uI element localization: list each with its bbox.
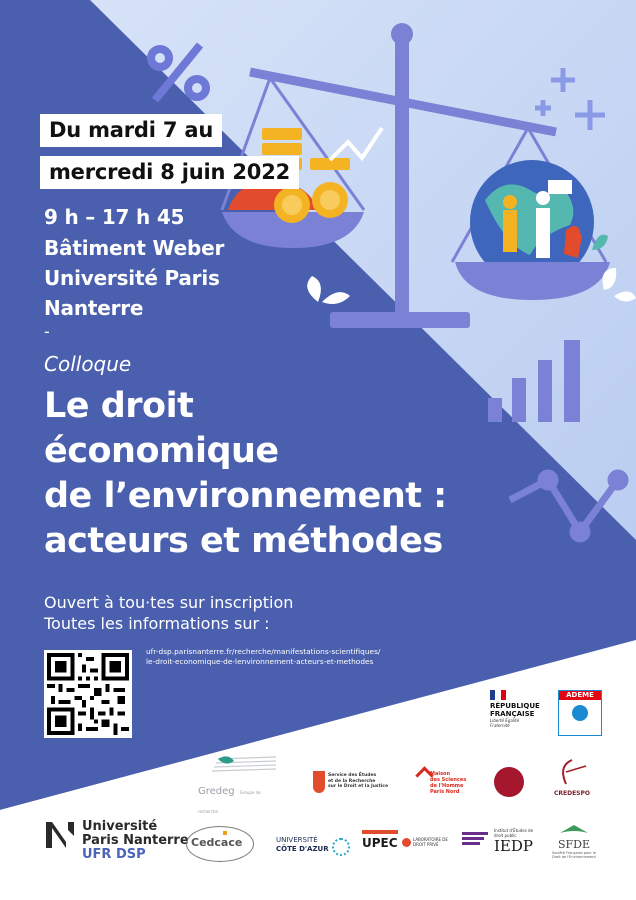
service-line-1: Service des Études bbox=[328, 773, 377, 778]
service-etudes-logo bbox=[313, 771, 391, 797]
ademe-globe-icon bbox=[572, 705, 588, 721]
sfde-sub: Société Française pour le Droit de l'Environnement bbox=[552, 851, 597, 859]
title-line-4: acteurs et méthodes bbox=[44, 521, 443, 561]
access-line-2: Toutes les informations sur : bbox=[44, 614, 270, 633]
date-line-1: Du mardi 7 au bbox=[40, 114, 222, 147]
event-title bbox=[44, 384, 447, 564]
cedcace-logo bbox=[186, 826, 254, 862]
republique-line1: RÉPUBLIQUE bbox=[490, 702, 540, 710]
service-etudes-mark-icon bbox=[313, 771, 325, 793]
info-url[interactable] bbox=[146, 647, 380, 667]
event-building: Bâtiment Weber bbox=[44, 236, 225, 260]
republique-motto: Liberté Égalité Fraternité bbox=[490, 718, 520, 728]
republique-line2: FRANÇAISE bbox=[490, 710, 535, 718]
university-seal-logo bbox=[494, 767, 524, 797]
upec-name: UPEC bbox=[362, 836, 398, 850]
ufr-line-1: Université bbox=[82, 819, 158, 834]
msh-line-1: Maison bbox=[430, 771, 451, 777]
ufr-line-3: UFR DSP bbox=[82, 847, 146, 862]
event-university-line2: Nanterre bbox=[44, 296, 144, 320]
universite-cote-azur-logo bbox=[276, 836, 352, 860]
msh-line-2: des Sciences bbox=[430, 777, 467, 783]
cedcace-dot-icon bbox=[223, 831, 227, 835]
labo-droit-name: LABORATOIRE DE DROIT PRIVÉ bbox=[413, 837, 448, 847]
cedcace-name: Cedcace bbox=[191, 836, 243, 849]
republique-francaise-logo bbox=[490, 690, 548, 735]
ufr-dsp-mark-icon bbox=[44, 820, 76, 850]
sfde-logo bbox=[552, 820, 596, 860]
title-line-3: de l’environnement : bbox=[44, 476, 447, 516]
iedp-name: IEDP bbox=[494, 837, 533, 855]
sfde-name: SFDE bbox=[557, 838, 591, 851]
access-info bbox=[44, 592, 293, 634]
credespo-name: CREDESPO bbox=[553, 790, 591, 797]
url-line-2: le-droit-economique-de-lenvironnement-acteurs-et-methodes bbox=[146, 657, 374, 666]
msh-line-3: de l'Homme Paris Nord bbox=[430, 783, 464, 795]
iedp-logo bbox=[494, 828, 540, 858]
cote-azur-line-2: CÔTE D'AZUR bbox=[276, 845, 329, 853]
qr-code-icon bbox=[47, 653, 129, 735]
french-flag-icon bbox=[490, 690, 506, 700]
credespo-logo bbox=[546, 758, 598, 798]
url-line-1: ufr-dsp.parisnanterre.fr/recherche/manifestations-scientifiques/ bbox=[146, 647, 381, 656]
ufr-line-2: Paris Nanterre bbox=[82, 833, 189, 848]
title-line-2: économique bbox=[44, 431, 279, 471]
qr-code[interactable] bbox=[44, 650, 132, 738]
ademe-logo bbox=[558, 690, 602, 736]
sfde-leaf-icon bbox=[552, 823, 596, 835]
ademe-label: ADEME bbox=[559, 691, 601, 700]
credespo-mark-icon bbox=[546, 758, 598, 786]
service-line-3: sur le Droit et la Justice bbox=[328, 784, 389, 789]
event-type: Colloque bbox=[44, 352, 132, 376]
iedp-sub: Institut d'Études de droit public bbox=[494, 828, 534, 838]
title-line-1: Le droit bbox=[44, 386, 194, 426]
cote-azur-dots-icon bbox=[332, 838, 350, 856]
paris-saclay-logo bbox=[462, 832, 492, 854]
msh-paris-nord-logo bbox=[412, 769, 474, 797]
cote-azur-line-1: UNIVERSITÉ bbox=[276, 836, 318, 844]
access-line-1: Ouvert à tou·tes sur inscription bbox=[44, 593, 294, 612]
gredeg-stripes-icon bbox=[198, 755, 278, 775]
event-university-line1: Université Paris bbox=[44, 266, 220, 290]
gredeg-name: Gredeg bbox=[198, 786, 235, 797]
gredeg-sub: Groupe de recherche bbox=[198, 790, 261, 814]
event-hours: 9 h – 17 h 45 bbox=[44, 205, 185, 229]
labo-droit-icon bbox=[402, 838, 411, 847]
upec-logo bbox=[362, 830, 452, 856]
service-line-2: et de la Recherche bbox=[328, 778, 376, 784]
upec-bar-icon bbox=[362, 830, 398, 834]
separator: - bbox=[44, 322, 50, 341]
gredeg-logo bbox=[198, 755, 278, 814]
date-line-2: mercredi 8 juin 2022 bbox=[40, 156, 299, 189]
